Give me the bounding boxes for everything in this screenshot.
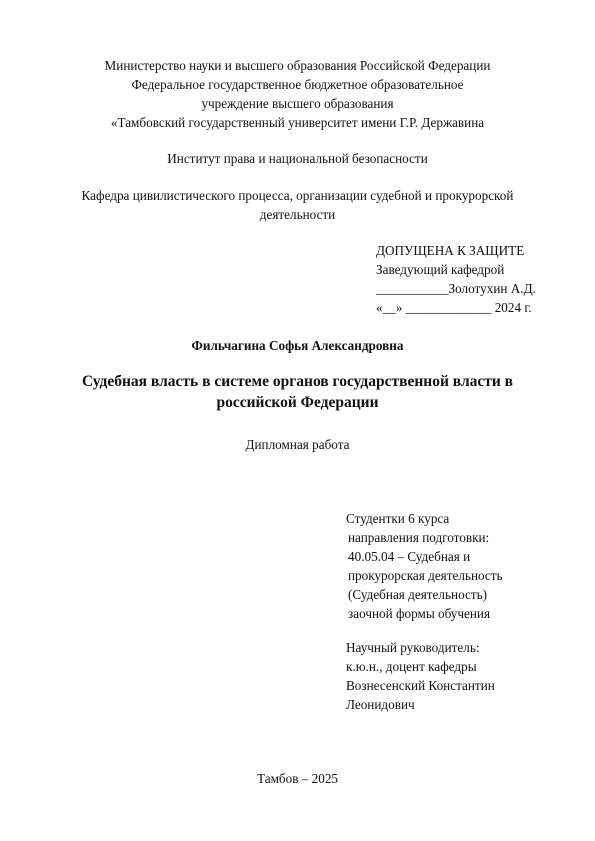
approval-title: ДОПУЩЕНА К ЗАЩИТЕ xyxy=(376,243,525,258)
student-info-line-4: прокурорская деятельность xyxy=(348,568,503,583)
approval-date-line: «__» _____________ 2024 г. xyxy=(376,300,532,315)
city-year: Тамбов – 2025 xyxy=(256,771,339,786)
approval-role: Заведующий кафедрой xyxy=(376,262,505,277)
student-info-line-1: Студентки 6 курса xyxy=(346,511,450,526)
supervisor-line-2: к.ю.н., доцент кафедры xyxy=(346,659,477,674)
thesis-type: Дипломная работа xyxy=(245,437,350,452)
thesis-title-line-2: российской Федерации xyxy=(216,394,379,411)
institution-type-line-2: учреждение высшего образования xyxy=(201,96,394,111)
student-info-line-6: заочной формы обучения xyxy=(348,606,491,621)
thesis-title-line-1: Судебная власть в системе органов государственной власти в xyxy=(81,373,514,390)
institution-type-line-1: Федеральное государственное бюджетное образовательное xyxy=(131,77,464,92)
approval-signature-line: ___________Золотухин А.Д. xyxy=(376,281,536,296)
department-line-1: Кафедра цивилистического процесса, организации судебной и прокурорской xyxy=(81,188,514,203)
student-info-line-2: направления подготовки: xyxy=(348,530,490,545)
student-info-line-3: 40.05.04 – Судебная и xyxy=(348,549,471,564)
author-name: Фильчагина Софья Александровна xyxy=(191,338,404,353)
student-info-line-5: (Судебная деятельность) xyxy=(348,587,488,602)
supervisor-line-1: Научный руководитель: xyxy=(346,640,480,655)
institute-line: Институт права и национальной безопасности xyxy=(167,151,428,166)
ministry-line: Министерство науки и высшего образования Российской Федерации xyxy=(104,58,491,73)
supervisor-line-3: Вознесенский Константин xyxy=(346,678,495,693)
supervisor-line-4: Леонидович xyxy=(346,697,415,712)
university-line: «Тамбовский государственный университет имени Г.Р. Державина xyxy=(110,115,485,130)
department-line-2: деятельности xyxy=(259,207,336,222)
